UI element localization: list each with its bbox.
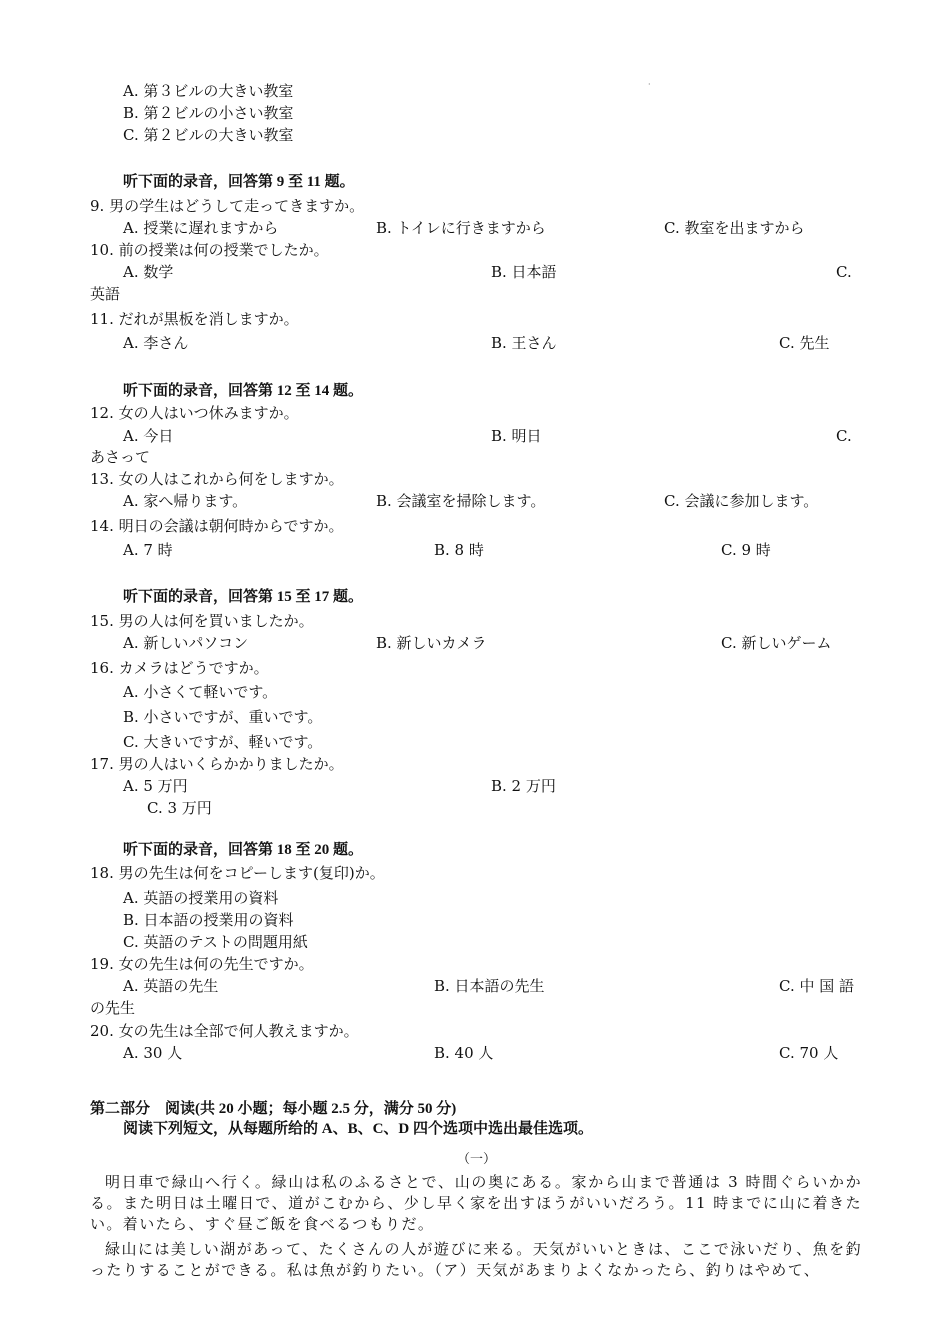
- q13-option-c: C. 会議に参加します。: [664, 492, 819, 510]
- passage-number: （一）: [457, 1152, 497, 1167]
- question-14: 14. 明日の会議は朝何時からですか。: [90, 517, 344, 535]
- section-heading-18-20: 听下面的录音，回答第 18 至 20 题。: [123, 842, 364, 858]
- q8-option-c: C. 第２ビルの大きい教室: [123, 126, 294, 144]
- q19-option-b: B. 日本語の先生: [434, 977, 545, 995]
- q18-option-a: A. 英語の授業用の資料: [123, 889, 279, 907]
- passage-paragraph-2: 緑山には美しい湖があって、たくさんの人が遊びに来る。天気がいいときは、ここで泳いだり、魚を釣ったりすることができる。私は魚が釣りたい。（ア）天気があまりよくなかったら、釣りはやめて、: [90, 1240, 862, 1279]
- q10-option-c: C.: [836, 263, 852, 281]
- question-17: 17. 男の人はいくらかかりましたか。: [90, 755, 344, 773]
- q19-option-c-cont: の先生: [90, 999, 136, 1017]
- stray-dot: ·: [648, 80, 651, 89]
- question-9: 9. 男の学生はどうして走ってきますか。: [90, 197, 365, 215]
- q20-option-c: C. 70 人: [779, 1044, 839, 1062]
- question-20: 20. 女の先生は全部で何人教えますか。: [90, 1022, 359, 1040]
- q12-option-b: B. 明日: [491, 427, 542, 445]
- q15-option-a: A. 新しいパソコン: [123, 634, 249, 652]
- q10-option-b: B. 日本語: [491, 263, 557, 281]
- q15-option-b: B. 新しいカメラ: [376, 634, 487, 652]
- q8-option-b: B. 第２ビルの小さい教室: [123, 104, 294, 122]
- q12-option-c-cont: あさって: [90, 448, 151, 466]
- q8-option-a: A. 第３ビルの大きい教室: [123, 82, 294, 100]
- q16-option-b: B. 小さいですが、重いです。: [123, 708, 323, 726]
- part2-instruction: 阅读下列短文，从每题所给的 A、B、C、D 四个选项中选出最佳选项。: [123, 1121, 594, 1137]
- q17-option-b: B. 2 万円: [491, 777, 556, 795]
- question-16: 16. カメラはどうですか。: [90, 659, 269, 677]
- question-11: 11. だれが黒板を消しますか。: [90, 310, 299, 328]
- q15-option-c: C. 新しいゲーム: [721, 634, 832, 652]
- q14-option-b: B. 8 時: [434, 541, 484, 559]
- q18-option-c: C. 英語のテストの問題用紙: [123, 933, 308, 951]
- q18-option-b: B. 日本語の授業用の資料: [123, 911, 294, 929]
- q16-option-a: A. 小さくて軽いです。: [123, 683, 278, 701]
- section-heading-15-17: 听下面的录音，回答第 15 至 17 题。: [123, 589, 364, 605]
- q13-option-a: A. 家へ帰ります。: [123, 492, 248, 510]
- q19-option-a: A. 英語の先生: [123, 977, 219, 995]
- q11-option-c: C. 先生: [779, 334, 830, 352]
- q14-option-c: C. 9 時: [721, 541, 771, 559]
- q17-option-a: A. 5 万円: [123, 777, 188, 795]
- q19-option-c: C. 中 国 語: [779, 977, 855, 995]
- q9-option-a: A. 授業に遅れますから: [123, 219, 279, 237]
- question-15: 15. 男の人は何を買いましたか。: [90, 612, 314, 630]
- q13-option-b: B. 会議室を掃除します。: [376, 492, 546, 510]
- q12-option-a: A. 今日: [123, 427, 174, 445]
- question-13: 13. 女の人はこれから何をしますか。: [90, 470, 344, 488]
- q11-option-a: A. 李さん: [123, 334, 189, 352]
- q17-option-c: C. 3 万円: [147, 799, 212, 817]
- q9-option-c: C. 教室を出ますから: [664, 219, 805, 237]
- question-10: 10. 前の授業は何の授業でしたか。: [90, 241, 329, 259]
- passage-paragraph-1: 明日車で緑山へ行く。緑山は私のふるさとで、山の奥にある。家から山まで普通は 3 時間ぐらいかかる。また明日は土曜日で、道がこむから、少し早く家を出すほうがいいだろう。11 時までに山に着きたい。着いたら、すぐ昼ご飯を食べるつもりだ。: [90, 1173, 862, 1233]
- q14-option-a: A. 7 時: [123, 541, 173, 559]
- question-18: 18. 男の先生は何をコピーします(复印)か。: [90, 864, 385, 882]
- section-heading-9-11: 听下面的录音，回答第 9 至 11 题。: [123, 174, 355, 190]
- q12-option-c: C.: [836, 427, 852, 445]
- q11-option-b: B. 王さん: [491, 334, 557, 352]
- q16-option-c: C. 大きいですが、軽いです。: [123, 733, 323, 751]
- q20-option-b: B. 40 人: [434, 1044, 494, 1062]
- question-12: 12. 女の人はいつ休みますか。: [90, 404, 299, 422]
- q9-option-b: B. トイレに行きますから: [376, 219, 546, 237]
- q10-option-c-cont: 英語: [90, 285, 121, 303]
- q20-option-a: A. 30 人: [123, 1044, 183, 1062]
- section-heading-12-14: 听下面的录音，回答第 12 至 14 题。: [123, 383, 364, 399]
- part2-title: 第二部分 阅读(共 20 小题；每小题 2.5 分，满分 50 分): [90, 1101, 457, 1117]
- question-19: 19. 女の先生は何の先生ですか。: [90, 955, 314, 973]
- q10-option-a: A. 数学: [123, 263, 174, 281]
